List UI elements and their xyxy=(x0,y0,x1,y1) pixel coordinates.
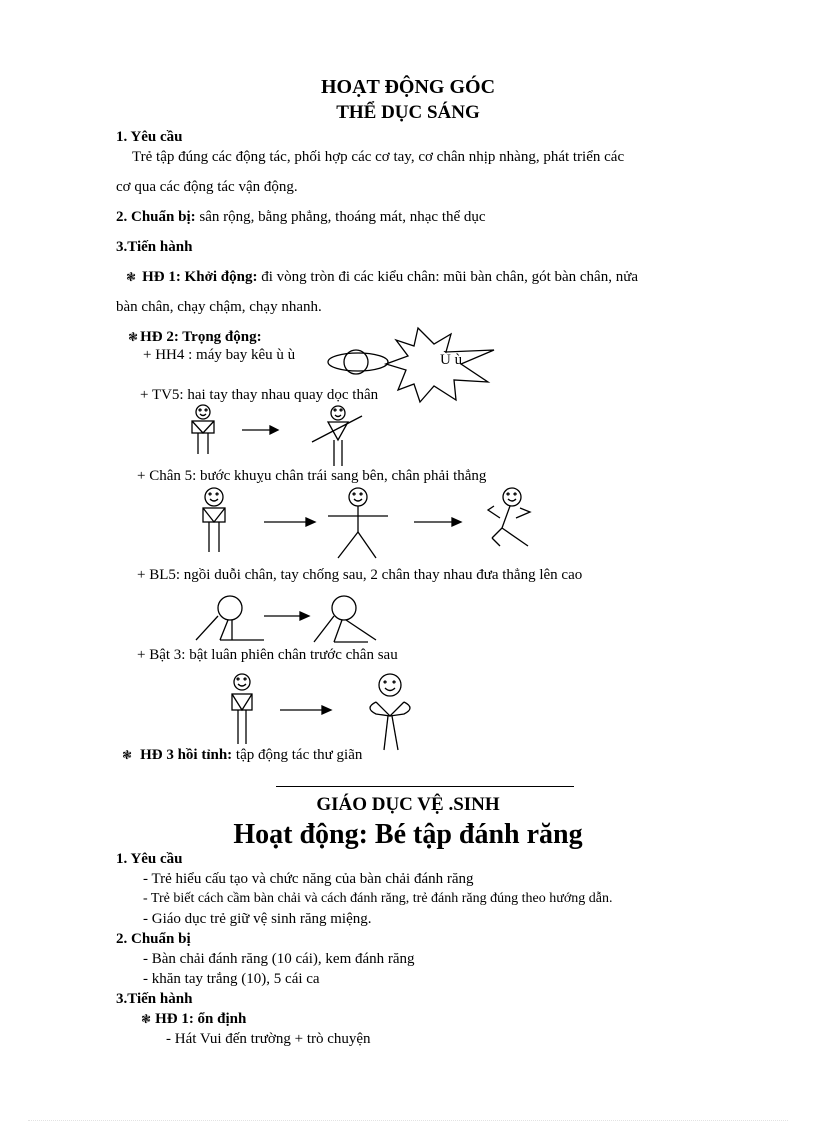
exercise-bat3: + Bật 3: bật luân phiên chân trước chân sau xyxy=(137,647,398,663)
activity-hd1-2 xyxy=(141,1010,246,1028)
section-title-giao-duc: GIÁO DỤC VỆ .SINH xyxy=(316,794,500,815)
activity-label: HĐ 3 hồi tỉnh: xyxy=(140,747,233,763)
stickman-tv5-figure xyxy=(186,404,366,468)
section-heading-tien-hanh-2: 3.Tiến hành xyxy=(116,991,193,1007)
activity-title: Hoạt động: Bé tập đánh răng xyxy=(233,819,583,850)
flower-bullet-icon: ❃ xyxy=(122,748,133,762)
activity-text: đi vòng tròn đi các kiểu chân: mũi bàn chân, gót bàn chân, nửa xyxy=(261,269,638,285)
section-chuan-bi xyxy=(116,208,486,226)
page-footer-line xyxy=(28,1120,788,1121)
list-item: - khăn tay trắng (10), 5 cái ca xyxy=(143,971,320,987)
page-subtitle: THỂ DỤC SÁNG xyxy=(336,102,480,123)
stickman-bat3-figure xyxy=(226,672,426,752)
exercise-hh4: + HH4 : máy bay kêu ù ù xyxy=(143,347,296,363)
activity-label: HĐ 1: ổn định xyxy=(155,1011,247,1027)
stickman-chan5-figure xyxy=(196,486,556,558)
page-title: HOẠT ĐỘNG GÓC xyxy=(320,76,496,98)
paragraph-line: cơ qua các động tác vận động. xyxy=(116,179,298,195)
bubble-text: Ù ù xyxy=(440,352,463,368)
activity-label: HĐ 1: Khởi động: xyxy=(142,269,258,285)
list-item: - Trẻ hiểu cấu tạo và chức năng của bàn chải đánh răng xyxy=(143,871,474,887)
section-heading-yeu-cau-2: 1. Yêu cầu xyxy=(116,851,183,867)
section-heading-yeu-cau: 1. Yêu cầu xyxy=(116,129,183,145)
flower-bullet-icon: ❃ xyxy=(128,330,139,344)
list-item: - Hát Vui đến trường + trò chuyện xyxy=(166,1031,371,1047)
paragraph-line: Trẻ tập đúng các động tác, phối hợp các cơ tay, cơ chân nhịp nhàng, phát triển các xyxy=(132,149,625,165)
paragraph-line: bàn chân, chạy chậm, chạy nhanh. xyxy=(116,299,322,315)
list-item: - Giáo dục trẻ giữ vệ sinh răng miệng. xyxy=(143,911,372,927)
flower-bullet-icon: ❃ xyxy=(126,270,137,284)
stickman-bl5-figure xyxy=(192,594,392,644)
section-text: sân rộng, bằng phẳng, thoáng mát, nhạc thể dục xyxy=(199,209,486,225)
activity-text: tập động tác thư giãn xyxy=(235,747,363,763)
exercise-chan5: + Chân 5: bước khuỵu chân trái sang bên, chân phải thẳng xyxy=(137,468,487,484)
activity-hd1 xyxy=(126,268,638,286)
list-item: - Bàn chải đánh răng (10 cái), kem đánh răng xyxy=(143,951,415,967)
flower-bullet-icon: ❃ xyxy=(141,1012,152,1026)
activity-hd3 xyxy=(122,746,362,764)
section-heading-chuan-bi: 2. Chuẩn bị: xyxy=(116,209,196,225)
exercise-bl5: + BL5: ngồi duỗi chân, tay chống sau, 2 chân thay nhau đưa thẳng lên cao xyxy=(137,567,583,583)
activity-hd2 xyxy=(128,328,262,346)
activity-label: HĐ 2: Trọng động: xyxy=(140,329,262,345)
list-item: - Trẻ biết cách cầm bàn chải và cách đánh răng, trẻ đánh răng đúng theo hướng dẫn. xyxy=(143,891,613,906)
exercise-tv5: + TV5: hai tay thay nhau quay dọc thân xyxy=(140,387,379,403)
section-heading-tien-hanh: 3.Tiến hành xyxy=(116,239,193,255)
section-divider xyxy=(276,786,574,787)
section-heading-chuan-bi-2: 2. Chuẩn bị xyxy=(116,931,191,947)
